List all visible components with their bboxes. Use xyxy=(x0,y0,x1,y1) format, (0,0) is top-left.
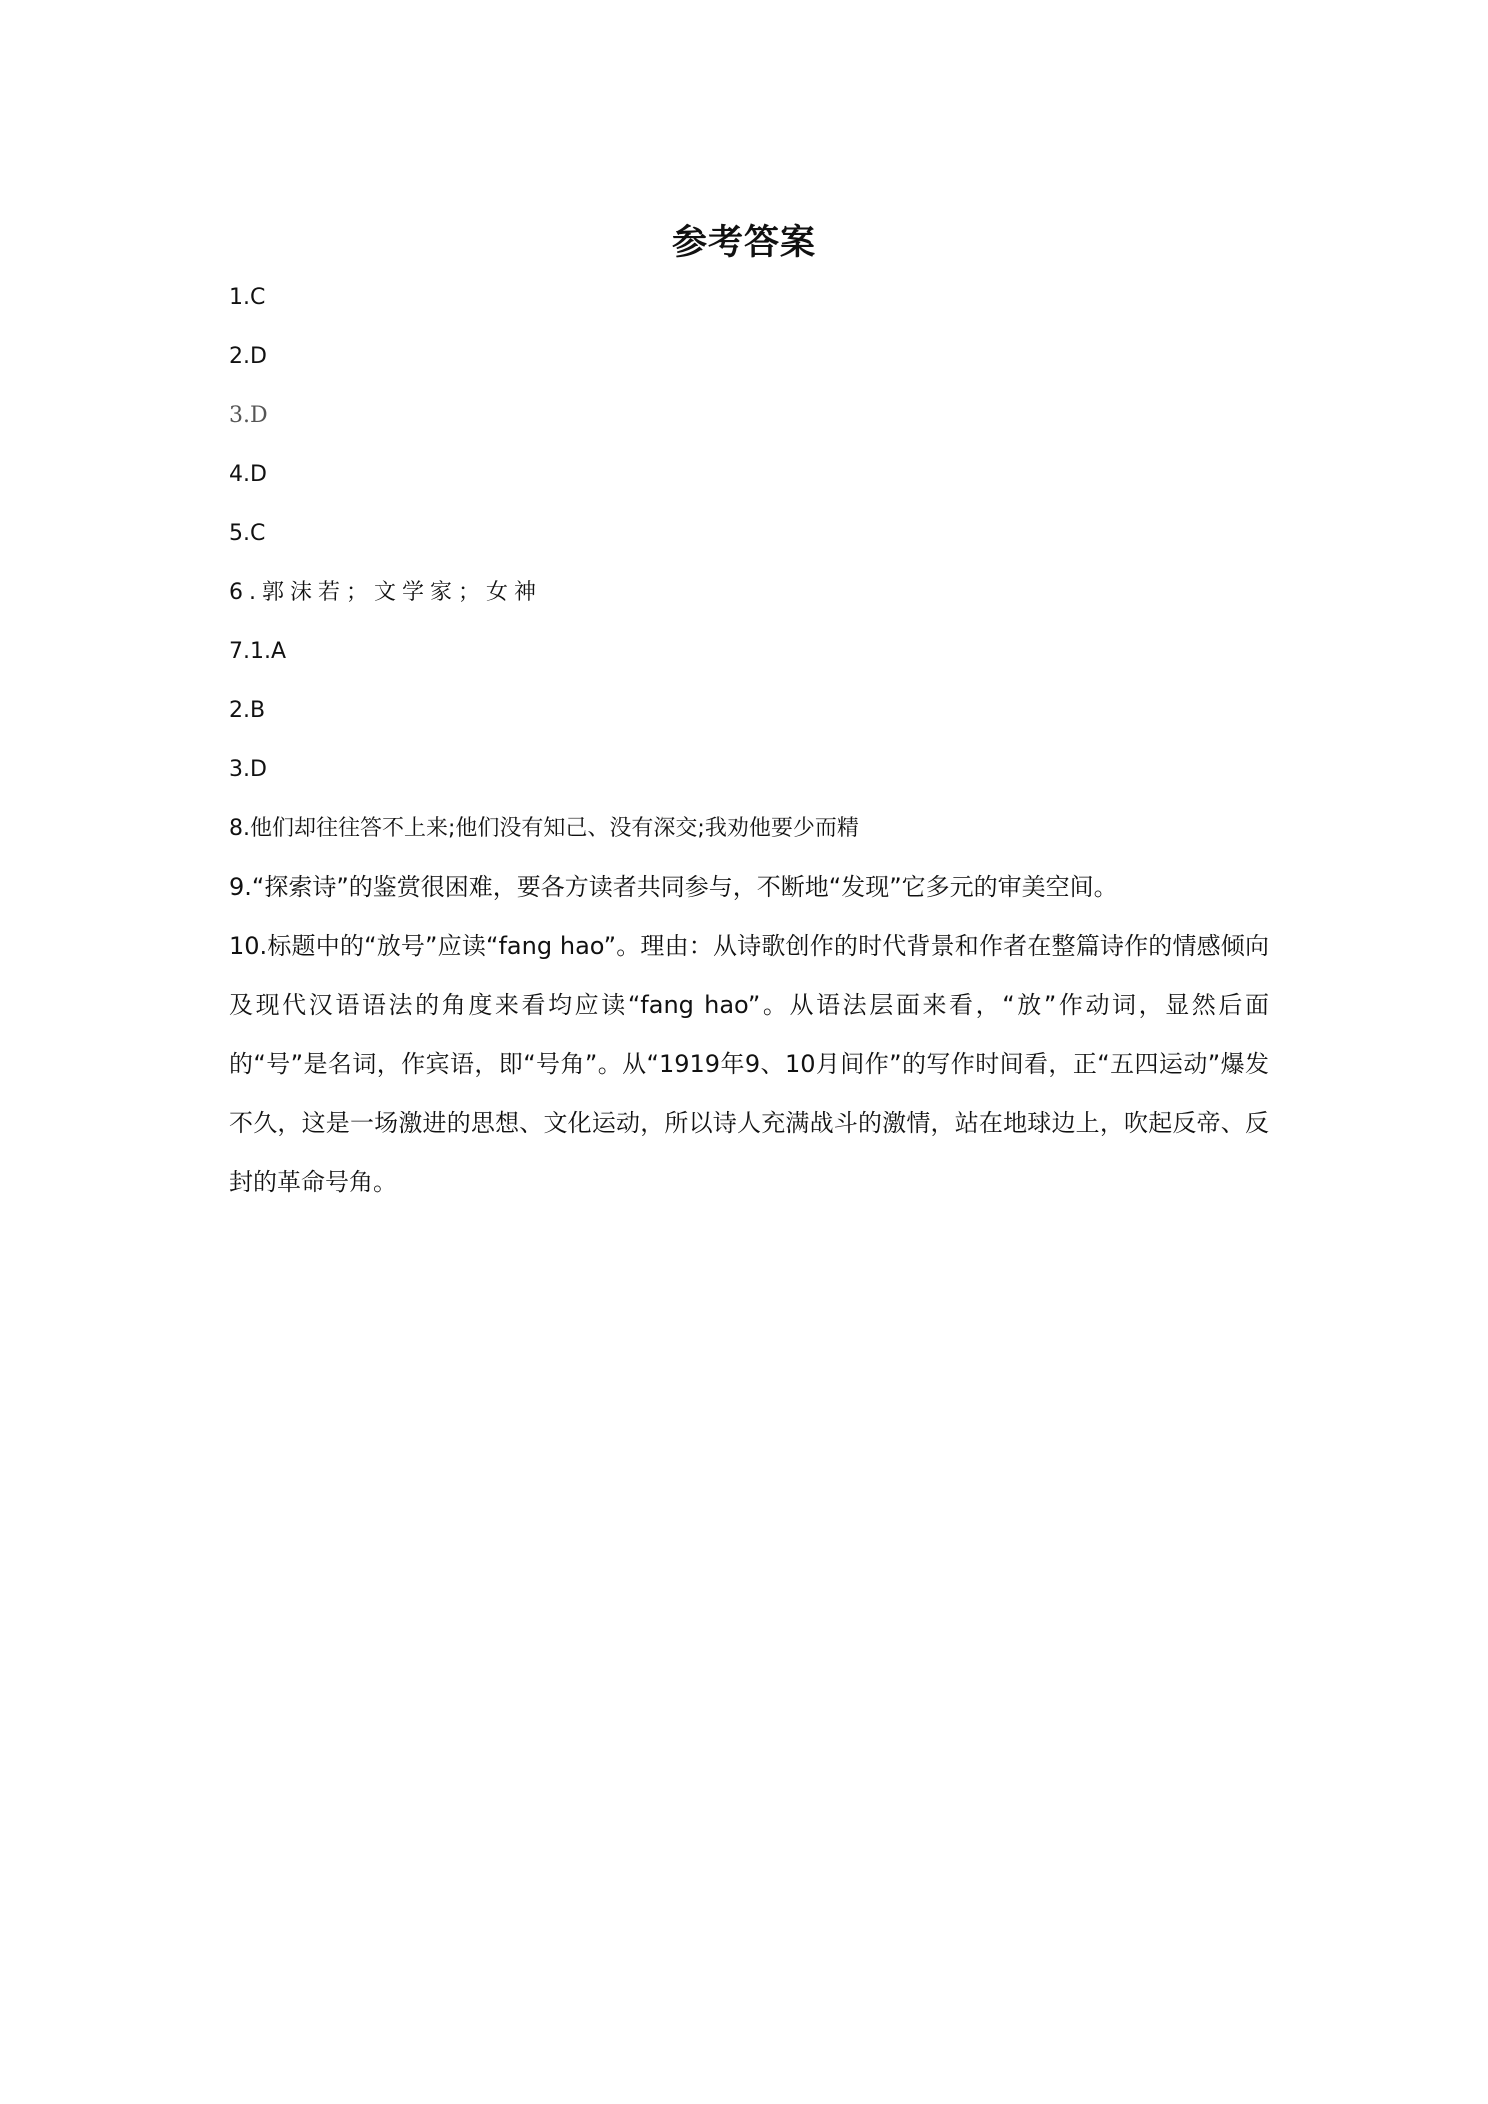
answer-7-2: 2.B xyxy=(229,698,266,723)
answer-7-1: 7.1.A xyxy=(229,639,287,664)
answer-2: 2.D xyxy=(229,344,267,369)
answer-5: 5.C xyxy=(229,521,266,546)
answer-3: 3.D xyxy=(229,403,268,428)
answer-9: 9.“探索诗”的鉴赏很困难，要各方读者共同参与，不断地“发现”它多元的审美空间。 xyxy=(229,873,1118,901)
page-title: 参考答案 xyxy=(671,223,816,264)
answer-1: 1.C xyxy=(229,285,266,310)
answer-6: 6.郭沫若；文学家；女神 xyxy=(229,580,542,605)
answer-4: 4.D xyxy=(229,462,267,487)
answer-10: 10.标题中的“放号”应读“fang hao”。理由：从诗歌创作的时代背景和作者在整篇诗作的情感倾向及现代汉语语法的角度来看均应读“fang hao”。从语法层面来看，“放”作动词，显然后面的“号”是名词，作宾语，即“号角”。从“1919年9、10月间作”的写作时间看，正“五四运动”爆发不久，这是一场激进的思想、文化运动，所以诗人充满战斗的激情，站在地球边上，吹起反帝、反封的革命号角。 xyxy=(229,932,1269,1196)
answer-8: 8.他们却往往答不上来;他们没有知己、没有深交;我劝他要少而精 xyxy=(229,816,859,841)
answer-list xyxy=(229,268,1269,1212)
answer-7-3: 3.D xyxy=(229,757,267,782)
